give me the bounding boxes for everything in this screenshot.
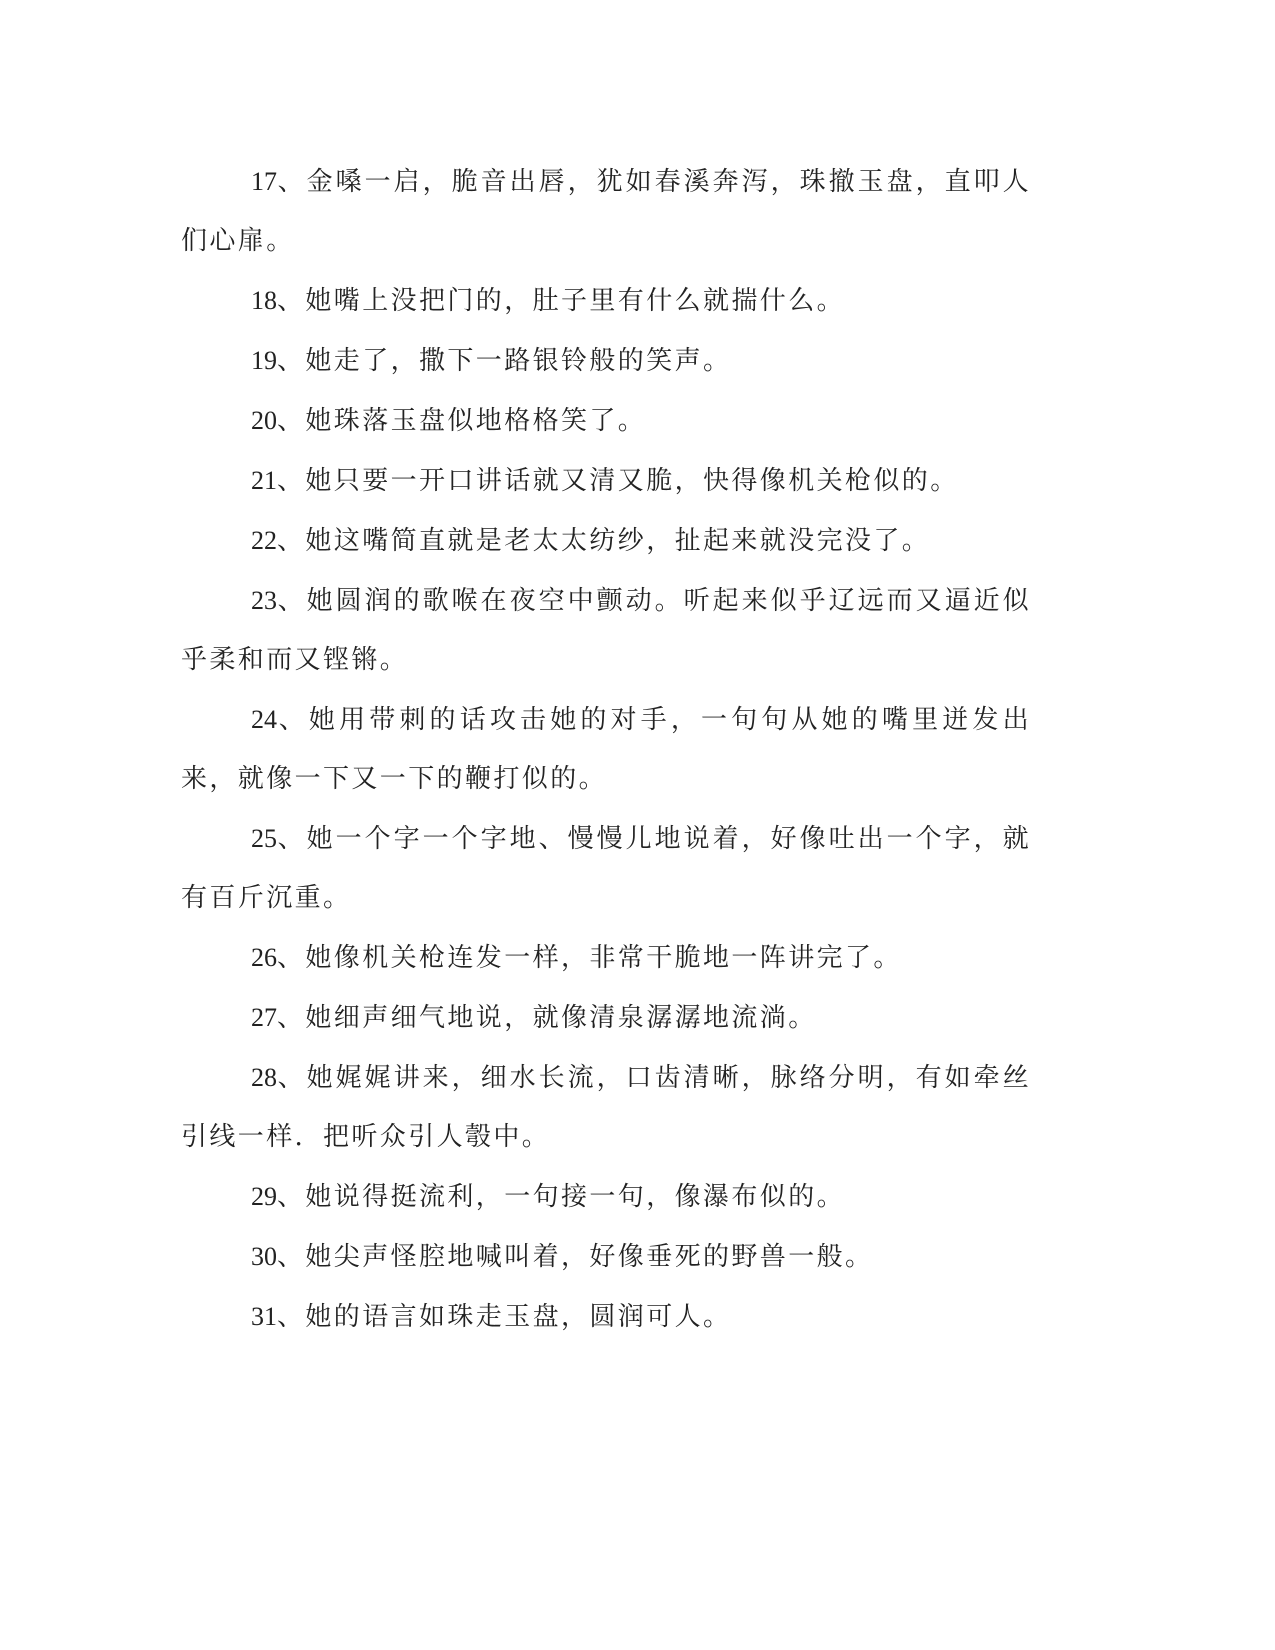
paragraph-24 — [181, 690, 1031, 809]
item-number: 20 — [251, 406, 277, 435]
item-text: 、她尖声怪腔地喊叫着，好像垂死的野兽一般。 — [277, 1242, 874, 1272]
paragraph-22 — [181, 511, 1031, 571]
item-number: 18 — [251, 286, 277, 315]
item-number: 23 — [251, 586, 277, 615]
item-number: 19 — [251, 346, 277, 375]
item-text: 、她只要一开口讲话就又清又脆，快得像机关枪似的。 — [277, 466, 959, 496]
paragraph-19 — [181, 331, 1031, 391]
item-text: 、她娓娓讲来，细水长流，口齿清晰，脉络分明，有如牵丝引线一样．把听众引人彀中。 — [181, 1063, 1031, 1152]
paragraph-28 — [181, 1048, 1031, 1167]
paragraph-18 — [181, 271, 1031, 331]
paragraph-26 — [181, 928, 1031, 988]
item-number: 24 — [251, 705, 277, 734]
item-number: 22 — [251, 526, 277, 555]
item-text: 、金嗓一启，脆音出唇，犹如春溪奔泻，珠撤玉盘，直叩人们心扉。 — [181, 167, 1031, 256]
item-number: 27 — [251, 1003, 277, 1032]
item-text: 、她说得挺流利，一句接一句，像瀑布似的。 — [277, 1182, 846, 1212]
paragraph-20 — [181, 391, 1031, 451]
item-text: 、她这嘴简直就是老太太纺纱，扯起来就没完没了。 — [277, 526, 931, 556]
item-text: 、她圆润的歌喉在夜空中颤动。听起来似乎辽远而又逼近似乎柔和而又铿锵。 — [181, 586, 1031, 675]
paragraph-17 — [181, 152, 1031, 271]
paragraph-29 — [181, 1167, 1031, 1227]
item-number: 26 — [251, 943, 277, 972]
paragraph-31 — [181, 1287, 1031, 1347]
item-number: 21 — [251, 466, 277, 495]
item-text: 、她用带刺的话攻击她的对手，一句句从她的嘴里迸发出来，就像一下又一下的鞭打似的。 — [181, 705, 1031, 794]
item-number: 29 — [251, 1182, 277, 1211]
item-text: 、她的语言如珠走玉盘，圆润可人。 — [277, 1302, 732, 1332]
item-number: 28 — [251, 1063, 277, 1092]
paragraph-21 — [181, 451, 1031, 511]
item-number: 17 — [251, 167, 277, 196]
item-text: 、她珠落玉盘似地格格笑了。 — [277, 406, 647, 436]
item-number: 31 — [251, 1302, 277, 1331]
item-text: 、她像机关枪连发一样，非常干脆地一阵讲完了。 — [277, 943, 902, 973]
item-text: 、她走了，撒下一路银铃般的笑声。 — [277, 346, 732, 376]
paragraph-27 — [181, 988, 1031, 1048]
item-number: 25 — [251, 824, 277, 853]
item-text: 、她细声细气地说，就像清泉潺潺地流淌。 — [277, 1003, 817, 1033]
document-body — [181, 152, 1031, 1347]
paragraph-30 — [181, 1227, 1031, 1287]
item-text: 、她一个字一个字地、慢慢儿地说着，好像吐出一个字，就有百斤沉重。 — [181, 824, 1031, 913]
item-number: 30 — [251, 1242, 277, 1271]
paragraph-25 — [181, 809, 1031, 928]
paragraph-23 — [181, 571, 1031, 690]
item-text: 、她嘴上没把门的，肚子里有什么就揣什么。 — [277, 286, 846, 316]
